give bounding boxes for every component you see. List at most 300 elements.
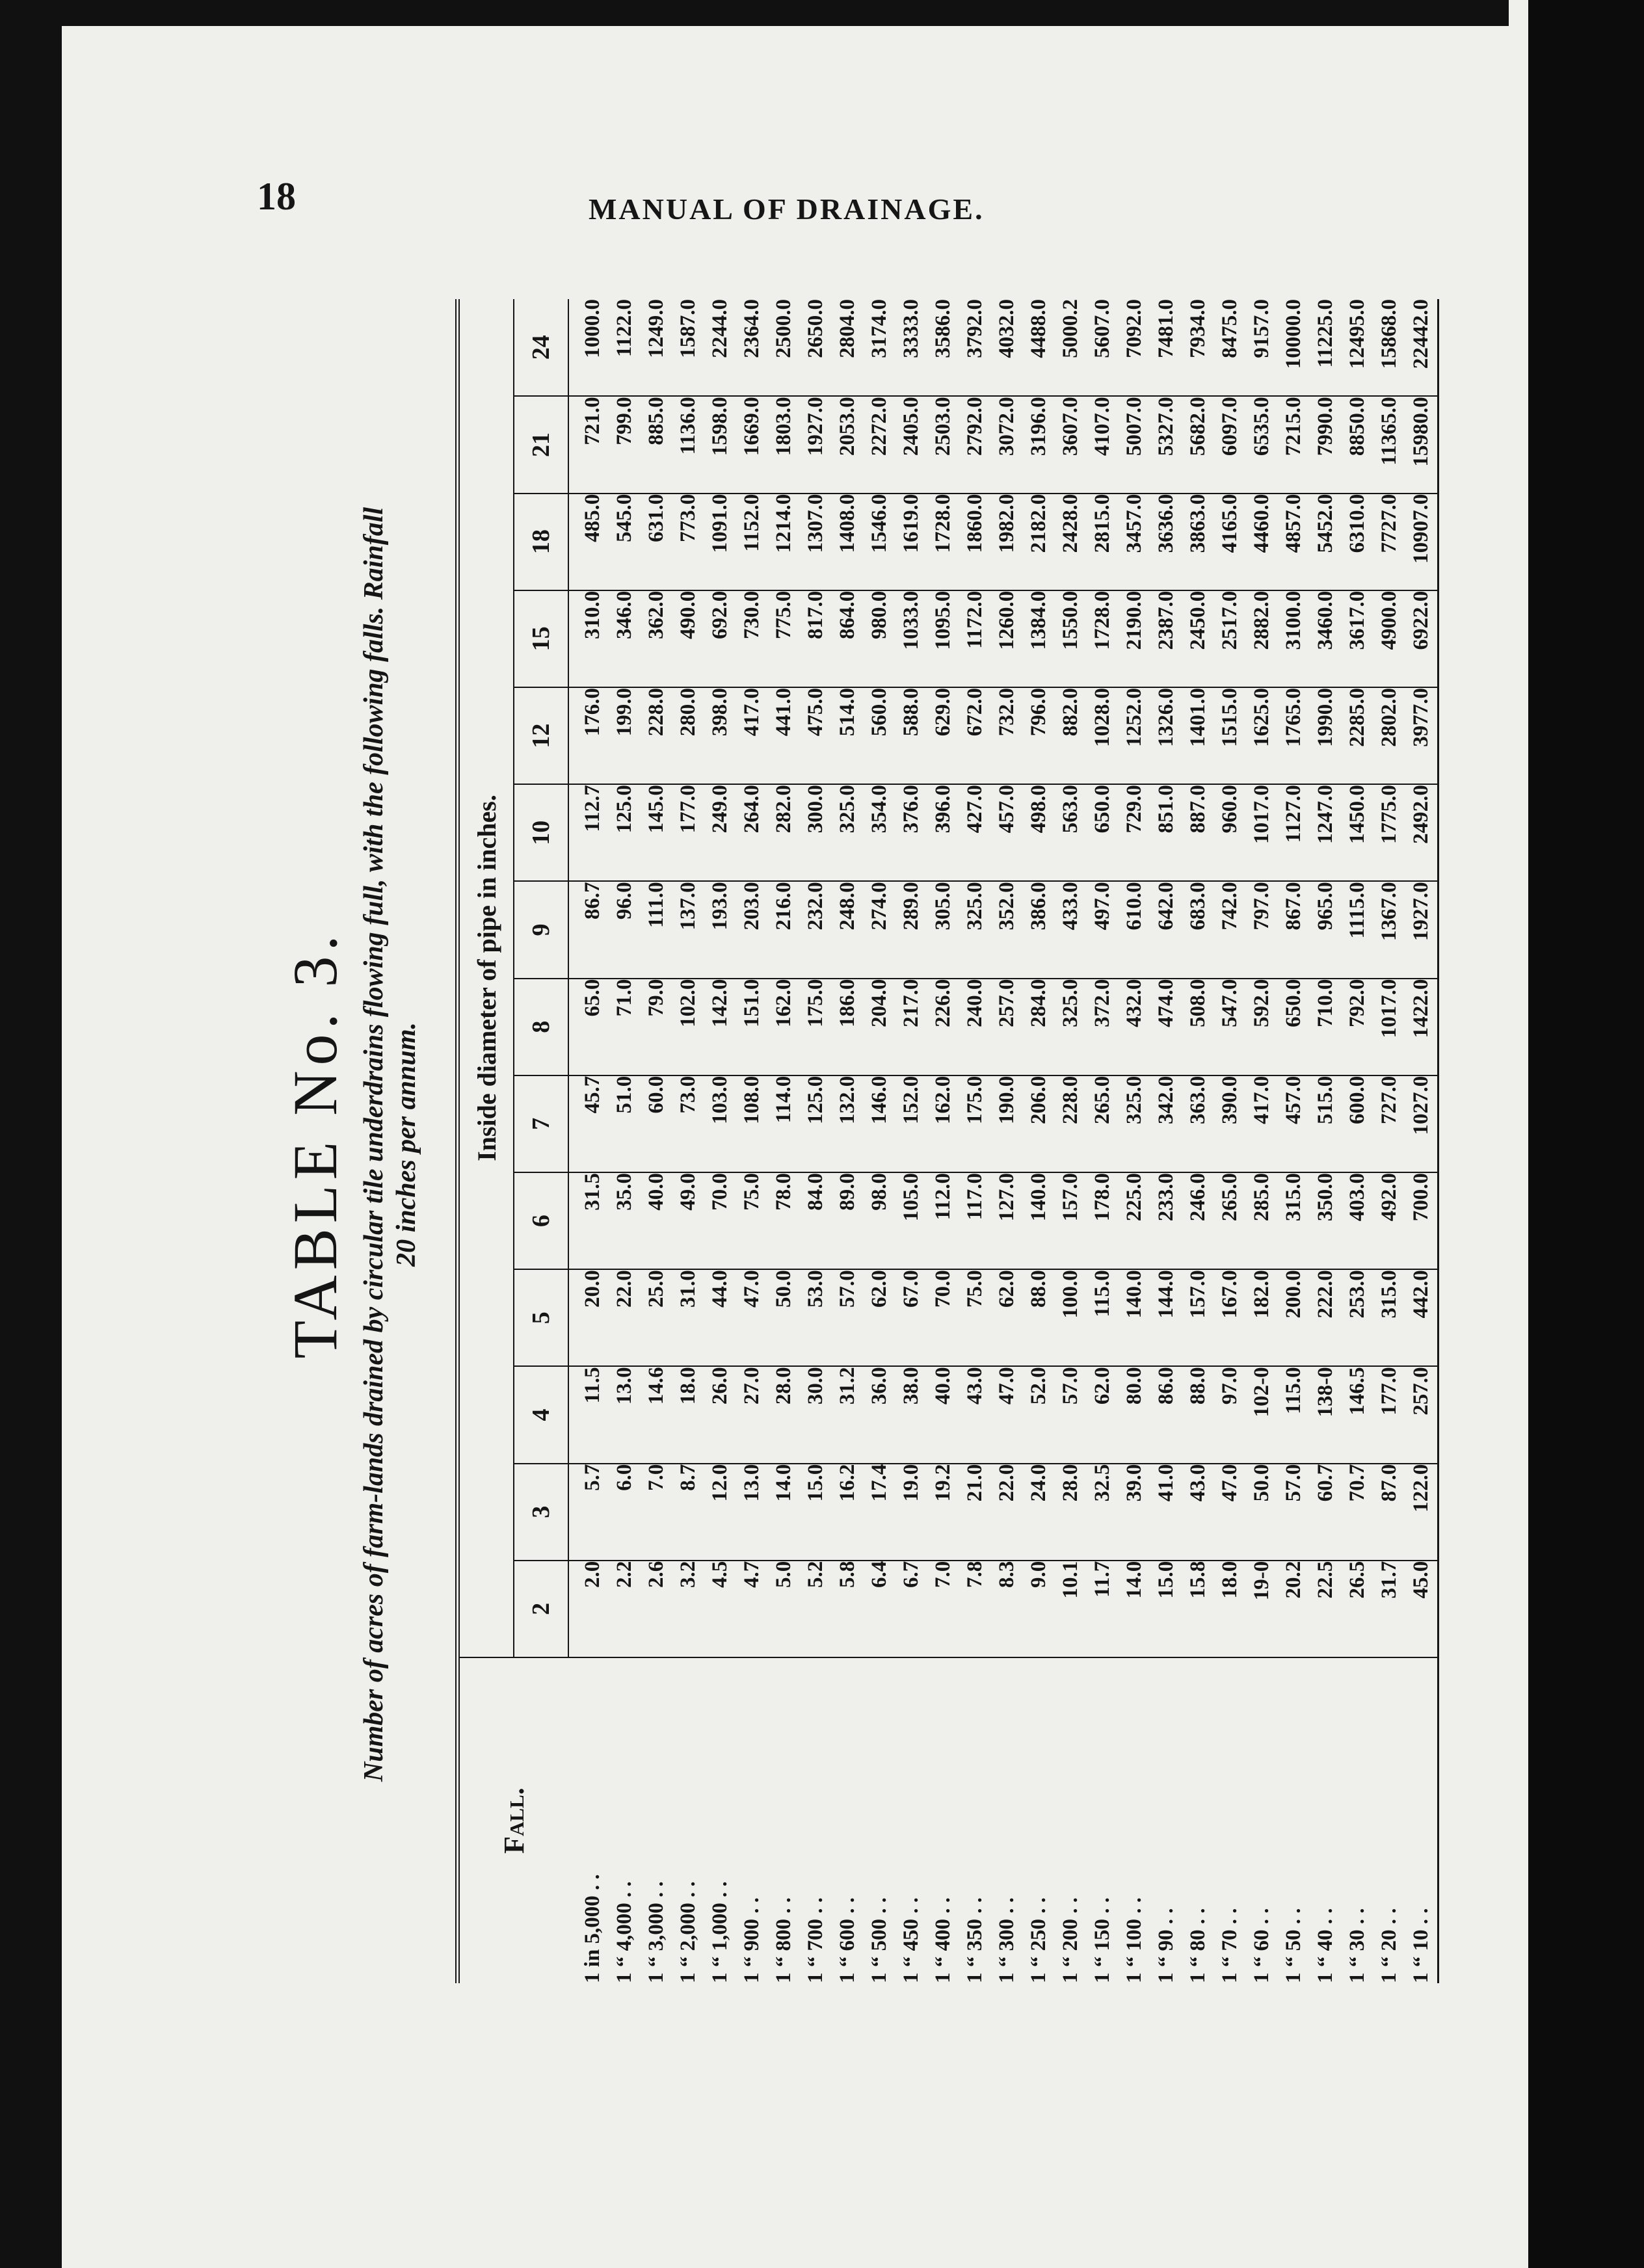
acreage-cell: 97.0 [1214,1366,1246,1463]
acreage-cell: 325.0 [1119,1075,1150,1172]
acreage-cell: 642.0 [1150,881,1182,978]
acreage-cell: 44.0 [704,1269,736,1366]
acreage-cell: 3636.0 [1150,494,1182,590]
acreage-cell: 86.0 [1150,1366,1182,1463]
acreage-cell: 206.0 [1023,1075,1055,1172]
acreage-cell: 246.0 [1182,1172,1214,1269]
acreage-cell: 43.0 [1182,1464,1214,1561]
pipe-size-header: 4 [514,1366,568,1463]
acreage-cell: 475.0 [800,687,832,784]
acreage-cell: 248.0 [832,881,864,978]
table-row [568,299,609,1983]
acreage-cell: 2428.0 [1055,494,1087,590]
acreage-cell: 885.0 [641,396,672,493]
pipe-size-header: 10 [514,784,568,881]
table-row [1023,299,1055,1983]
acreage-cell: 2190.0 [1119,590,1150,687]
acreage-cell: 264.0 [736,784,768,881]
acreage-cell: 563.0 [1055,784,1087,881]
acreage-cell: 325.0 [959,881,991,978]
table-row [1055,299,1087,1983]
fall-cell: 1 “ 700 . . [804,1897,827,1983]
acreage-cell: 2802.0 [1373,687,1405,784]
acreage-cell: 730.0 [736,590,768,687]
acreage-cell: 2517.0 [1214,590,1246,687]
acreage-cell: 1775.0 [1373,784,1405,881]
acreage-cell: 125.0 [800,1075,832,1172]
acreage-cell: 610.0 [1119,881,1150,978]
acreage-cell: 433.0 [1055,881,1087,978]
acreage-cell: 49.0 [672,1172,704,1269]
acreage-cell: 52.0 [1023,1366,1055,1463]
table-row [991,299,1023,1983]
acreage-cell: 21.0 [959,1464,991,1561]
acreage-cell: 62.0 [864,1269,895,1366]
acreage-cell: 140.0 [1023,1172,1055,1269]
acreage-cell: 498.0 [1023,784,1055,881]
acreage-cell: 12495.0 [1342,299,1373,396]
acreage-cell: 142.0 [704,979,736,1075]
acreage-cell: 514.0 [832,687,864,784]
acreage-cell: 182.0 [1246,1269,1278,1366]
acreage-cell: 1728.0 [927,494,959,590]
acreage-cell: 86.7 [568,881,609,978]
acreage-cell: 88.0 [1023,1269,1055,1366]
pipe-size-header: 8 [514,979,568,1075]
acreage-cell: 6.4 [864,1561,895,1657]
acreage-cell: 62.0 [991,1269,1023,1366]
pipe-size-header: 24 [514,299,568,396]
fall-cell: 1 “ 40 . . [1314,1908,1337,1983]
acreage-cell: 73.0 [672,1075,704,1172]
acreage-cell: 2500.0 [768,299,800,396]
table-row [1150,299,1182,1983]
acreage-cell: 257.0 [991,979,1023,1075]
acreage-cell: 36.0 [864,1366,895,1463]
acreage-cell: 600.0 [1342,1075,1373,1172]
acreage-cell: 10907.0 [1405,494,1438,590]
acreage-cell: 225.0 [1119,1172,1150,1269]
acreage-cell: 31.2 [832,1366,864,1463]
acreage-cell: 38.0 [895,1366,927,1463]
acreage-cell: 474.0 [1150,979,1182,1075]
acreage-cell: 265.0 [1214,1172,1246,1269]
acreage-cell: 1803.0 [768,396,800,493]
acreage-cell: 1367.0 [1373,881,1405,978]
acreage-cell: 515.0 [1310,1075,1342,1172]
acreage-cell: 232.0 [800,881,832,978]
acreage-cell: 127.0 [991,1172,1023,1269]
pipe-size-header: 6 [514,1172,568,1269]
acreage-cell: 15.0 [800,1464,832,1561]
acreage-cell: 588.0 [895,687,927,784]
acreage-cell: 3457.0 [1119,494,1150,590]
acreage-cell: 137.0 [672,881,704,978]
acreage-cell: 1249.0 [641,299,672,396]
acreage-cell: 1598.0 [704,396,736,493]
acreage-cell: 1587.0 [672,299,704,396]
acreage-cell: 2387.0 [1150,590,1182,687]
acreage-cell: 177.0 [1373,1366,1405,1463]
fall-cell: 1 “ 900 . . [740,1897,763,1983]
fall-cell: 1 in 5,000 . . [580,1874,604,1983]
acreage-cell: 3792.0 [959,299,991,396]
acreage-cell: 65.0 [568,979,609,1075]
acreage-cell: 193.0 [704,881,736,978]
table-row [1310,299,1342,1983]
table-row [1119,299,1150,1983]
acreage-cell: 43.0 [959,1366,991,1463]
acreage-cell: 47.0 [991,1366,1023,1463]
acreage-cell: 162.0 [768,979,800,1075]
acreage-cell: 1384.0 [1023,590,1055,687]
drainage-table-container [455,299,1439,1983]
acreage-cell: 125.0 [609,784,641,881]
acreage-cell: 152.0 [895,1075,927,1172]
acreage-cell: 285.0 [1246,1172,1278,1269]
acreage-cell: 178.0 [1087,1172,1119,1269]
acreage-cell: 28.0 [768,1366,800,1463]
acreage-cell: 2405.0 [895,396,927,493]
caption-line-1: Number of acres of farm-lands drained by circular tile underdrains flowing full, with the following falls. Rainfall [359,507,389,1782]
acreage-cell: 13.0 [736,1464,768,1561]
acreage-cell: 26.5 [1342,1561,1373,1657]
table-row [1087,299,1119,1983]
acreage-cell: 1422.0 [1405,979,1438,1075]
acreage-cell: 50.0 [768,1269,800,1366]
acreage-cell: 1017.0 [1246,784,1278,881]
acreage-cell: 864.0 [832,590,864,687]
acreage-cell: 773.0 [672,494,704,590]
acreage-cell: 497.0 [1087,881,1119,978]
caption-line-2: 20 inches per annum. [391,1022,421,1267]
acreage-cell: 3460.0 [1310,590,1342,687]
acreage-cell: 177.0 [672,784,704,881]
page-number: 18 [257,175,296,218]
acreage-cell: 7.8 [959,1561,991,1657]
acreage-cell: 39.0 [1119,1464,1150,1561]
acreage-cell: 146.5 [1342,1366,1373,1463]
acreage-cell: 47.0 [736,1269,768,1366]
acreage-cell: 10000.0 [1278,299,1310,396]
acreage-cell: 398.0 [704,687,736,784]
acreage-cell: 965.0 [1310,881,1342,978]
acreage-cell: 2.0 [568,1561,609,1657]
acreage-cell: 3977.0 [1405,687,1438,784]
acreage-cell: 1260.0 [991,590,1023,687]
acreage-cell: 729.0 [1119,784,1150,881]
acreage-cell: 3607.0 [1055,396,1087,493]
acreage-cell: 24.0 [1023,1464,1055,1561]
table-row [1373,299,1405,1983]
fall-cell: 1 “ 800 . . [772,1897,795,1983]
acreage-cell: 390.0 [1214,1075,1246,1172]
acreage-cell: 1247.0 [1310,784,1342,881]
acreage-cell: 145.0 [641,784,672,881]
acreage-cell: 342.0 [1150,1075,1182,1172]
fall-cell: 1 “ 2,000 . . [676,1881,700,1983]
acreage-cell: 3100.0 [1278,590,1310,687]
acreage-cell: 352.0 [991,881,1023,978]
acreage-cell: 20.0 [568,1269,609,1366]
acreage-cell: 204.0 [864,979,895,1075]
acreage-cell: 228.0 [1055,1075,1087,1172]
acreage-cell: 683.0 [1182,881,1214,978]
acreage-cell: 960.0 [1214,784,1246,881]
acreage-cell: 108.0 [736,1075,768,1172]
acreage-cell: 354.0 [864,784,895,881]
acreage-cell: 4488.0 [1023,299,1055,396]
table-row [609,299,641,1983]
acreage-cell: 200.0 [1278,1269,1310,1366]
fall-cell: 1 “ 3,000 . . [644,1881,668,1983]
fall-cell: 1 “ 600 . . [836,1897,859,1983]
table-row [959,299,991,1983]
acreage-cell: 67.0 [895,1269,927,1366]
acreage-cell: 89.0 [832,1172,864,1269]
acreage-cell: 151.0 [736,979,768,1075]
acreage-cell: 190.0 [991,1075,1023,1172]
acreage-cell: 2053.0 [832,396,864,493]
fall-cell: 1 “ 300 . . [995,1897,1018,1983]
pipe-size-header: 12 [514,687,568,784]
acreage-cell: 117.0 [959,1172,991,1269]
table-row [704,299,736,1983]
acreage-cell: 138-0 [1310,1366,1342,1463]
acreage-cell: 4165.0 [1214,494,1246,590]
acreage-cell: 372.0 [1087,979,1119,1075]
fall-cell: 1 “ 150 . . [1091,1897,1114,1983]
diameter-spanner-header: Inside diameter of pipe in inches. [460,299,514,1657]
acreage-cell: 31.5 [568,1172,609,1269]
acreage-cell: 75.0 [736,1172,768,1269]
acreage-cell: 87.0 [1373,1464,1405,1561]
acreage-cell: 51.0 [609,1075,641,1172]
acreage-cell: 26.0 [704,1366,736,1463]
acreage-cell: 3617.0 [1342,590,1373,687]
acreage-cell: 2882.0 [1246,590,1278,687]
acreage-cell: 1252.0 [1119,687,1150,784]
acreage-cell: 1401.0 [1182,687,1214,784]
acreage-cell: 5682.0 [1182,396,1214,493]
acreage-cell: 980.0 [864,590,895,687]
acreage-cell: 672.0 [959,687,991,784]
acreage-cell: 203.0 [736,881,768,978]
acreage-cell: 5.7 [568,1464,609,1561]
acreage-cell: 157.0 [1182,1269,1214,1366]
acreage-cell: 40.0 [927,1366,959,1463]
acreage-cell: 8.7 [672,1464,704,1561]
acreage-cell: 62.0 [1087,1366,1119,1463]
acreage-cell: 732.0 [991,687,1023,784]
acreage-cell: 222.0 [1310,1269,1342,1366]
acreage-cell: 57.0 [1278,1464,1310,1561]
acreage-cell: 796.0 [1023,687,1055,784]
acreage-cell: 7481.0 [1150,299,1182,396]
acreage-cell: 176.0 [568,687,609,784]
acreage-cell: 797.0 [1246,881,1278,978]
acreage-cell: 3072.0 [991,396,1023,493]
acreage-cell: 417.0 [736,687,768,784]
acreage-cell: 4107.0 [1087,396,1119,493]
acreage-cell: 545.0 [609,494,641,590]
acreage-cell: 1728.0 [1087,590,1119,687]
acreage-cell: 363.0 [1182,1075,1214,1172]
acreage-cell: 1515.0 [1214,687,1246,784]
acreage-cell: 8.3 [991,1561,1023,1657]
acreage-cell: 19-0 [1246,1561,1278,1657]
acreage-cell: 7990.0 [1310,396,1342,493]
acreage-cell: 70.0 [704,1172,736,1269]
pipe-size-header: 9 [514,881,568,978]
acreage-cell: 13.0 [609,1366,641,1463]
acreage-cell: 30.0 [800,1366,832,1463]
acreage-cell: 7934.0 [1182,299,1214,396]
table-row [641,299,672,1983]
acreage-cell: 492.0 [1373,1172,1405,1269]
acreage-cell: 9157.0 [1246,299,1278,396]
acreage-cell: 216.0 [768,881,800,978]
acreage-cell: 1982.0 [991,494,1023,590]
fall-cell: 1 “ 100 . . [1122,1897,1146,1983]
acreage-cell: 1765.0 [1278,687,1310,784]
acreage-cell: 3196.0 [1023,396,1055,493]
acreage-cell: 70.7 [1342,1464,1373,1561]
fall-cell: 1 “ 450 . . [899,1897,923,1983]
acreage-cell: 2244.0 [704,299,736,396]
acreage-cell: 1326.0 [1150,687,1182,784]
acreage-cell: 114.0 [768,1075,800,1172]
table-row [895,299,927,1983]
acreage-cell: 274.0 [864,881,895,978]
acreage-cell: 47.0 [1214,1464,1246,1561]
acreage-cell: 315.0 [1278,1172,1310,1269]
drainage-table [460,299,1439,1983]
acreage-cell: 1927.0 [800,396,832,493]
fall-cell: 1 “ 90 . . [1154,1908,1178,1983]
acreage-cell: 4.5 [704,1561,736,1657]
acreage-cell: 1619.0 [895,494,927,590]
acreage-cell: 629.0 [927,687,959,784]
table-row [1278,299,1310,1983]
acreage-cell: 2815.0 [1087,494,1119,590]
acreage-cell: 2285.0 [1342,687,1373,784]
acreage-cell: 1000.0 [568,299,609,396]
acreage-cell: 4.7 [736,1561,768,1657]
acreage-cell: 310.0 [568,590,609,687]
acreage-cell: 226.0 [927,979,959,1075]
acreage-cell: 11365.0 [1373,396,1405,493]
acreage-cell: 140.0 [1119,1269,1150,1366]
acreage-cell: 60.0 [641,1075,672,1172]
acreage-cell: 305.0 [927,881,959,978]
acreage-cell: 442.0 [1405,1269,1438,1366]
acreage-cell: 9.0 [1023,1561,1055,1657]
acreage-cell: 16.2 [832,1464,864,1561]
acreage-cell: 1028.0 [1087,687,1119,784]
acreage-cell: 35.0 [609,1172,641,1269]
acreage-cell: 700.0 [1405,1172,1438,1269]
acreage-cell: 2272.0 [864,396,895,493]
acreage-cell: 631.0 [641,494,672,590]
acreage-cell: 31.0 [672,1269,704,1366]
acreage-cell: 650.0 [1087,784,1119,881]
acreage-cell: 3174.0 [864,299,895,396]
acreage-cell: 84.0 [800,1172,832,1269]
table-row [672,299,704,1983]
acreage-cell: 325.0 [832,784,864,881]
acreage-cell: 7215.0 [1278,396,1310,493]
acreage-cell: 53.0 [800,1269,832,1366]
table-row [1214,299,1246,1983]
acreage-cell: 167.0 [1214,1269,1246,1366]
acreage-cell: 1091.0 [704,494,736,590]
acreage-cell: 132.0 [832,1075,864,1172]
acreage-cell: 253.0 [1342,1269,1373,1366]
acreage-cell: 1033.0 [895,590,927,687]
acreage-cell: 867.0 [1278,881,1310,978]
acreage-cell: 417.0 [1246,1075,1278,1172]
acreage-cell: 3586.0 [927,299,959,396]
acreage-cell: 5452.0 [1310,494,1342,590]
acreage-cell: 4857.0 [1278,494,1310,590]
pipe-size-header: 5 [514,1269,568,1366]
acreage-cell: 249.0 [704,784,736,881]
acreage-cell: 792.0 [1342,979,1373,1075]
fall-cell: 1 “ 350 . . [963,1897,987,1983]
acreage-cell: 4900.0 [1373,590,1405,687]
table-row [1342,299,1373,1983]
acreage-cell: 508.0 [1182,979,1214,1075]
acreage-cell: 1990.0 [1310,687,1342,784]
acreage-cell: 315.0 [1373,1269,1405,1366]
acreage-cell: 18.0 [1214,1561,1246,1657]
acreage-cell: 2650.0 [800,299,832,396]
pipe-size-header: 21 [514,396,568,493]
fall-cell: 1 “ 50 . . [1282,1908,1305,1983]
acreage-cell: 3333.0 [895,299,927,396]
acreage-cell: 5.2 [800,1561,832,1657]
acreage-cell: 20.2 [1278,1561,1310,1657]
acreage-cell: 799.0 [609,396,641,493]
acreage-cell: 1027.0 [1405,1075,1438,1172]
acreage-cell: 11.5 [568,1366,609,1463]
acreage-cell: 27.0 [736,1366,768,1463]
acreage-cell: 79.0 [641,979,672,1075]
running-head: MANUAL OF DRAINAGE. [589,192,985,226]
rotated-table-block [280,280,1433,2009]
acreage-cell: 1546.0 [864,494,895,590]
fall-cell: 1 “ 20 . . [1377,1908,1401,1983]
acreage-cell: 1625.0 [1246,687,1278,784]
table-row [1246,299,1278,1983]
acreage-cell: 6.0 [609,1464,641,1561]
acreage-cell: 5.8 [832,1561,864,1657]
fall-cell: 1 “ 1,000 . . [708,1881,732,1983]
pipe-size-header: 15 [514,590,568,687]
acreage-cell: 289.0 [895,881,927,978]
acreage-cell: 217.0 [895,979,927,1075]
acreage-cell: 592.0 [1246,979,1278,1075]
fall-cell: 1 “ 10 . . [1409,1908,1433,1983]
acreage-cell: 15.0 [1150,1561,1182,1657]
acreage-cell: 1017.0 [1373,979,1405,1075]
acreage-cell: 11.7 [1087,1561,1119,1657]
acreage-cell: 175.0 [959,1075,991,1172]
acreage-cell: 70.0 [927,1269,959,1366]
acreage-cell: 2450.0 [1182,590,1214,687]
acreage-cell: 96.0 [609,881,641,978]
